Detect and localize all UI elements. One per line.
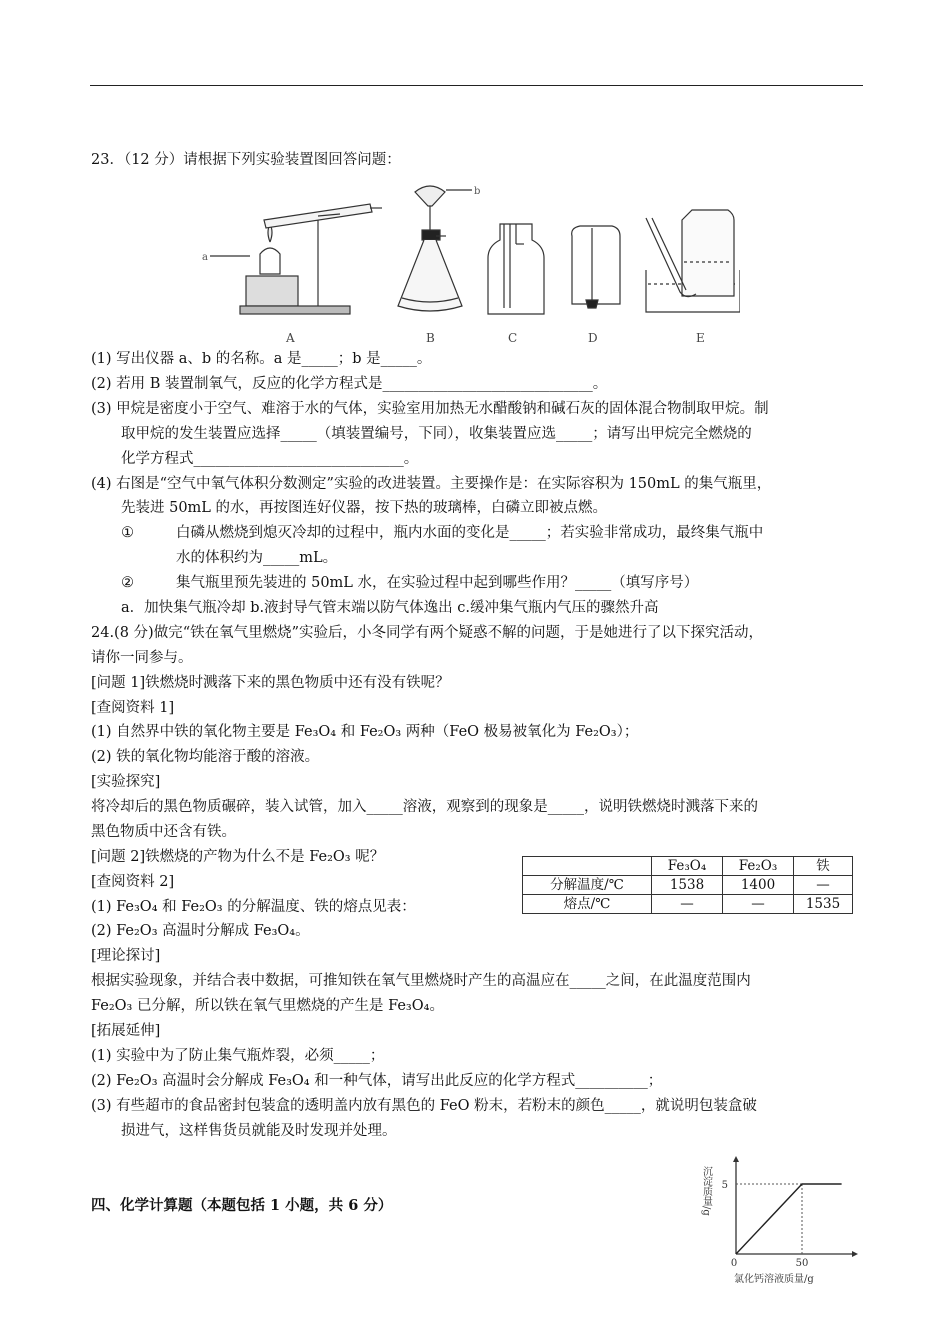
apparatus-figure — [200, 184, 740, 346]
q24-problem2: [问题 2]铁燃烧的产物为什么不是 Fe₂O₃ 呢？ — [91, 849, 385, 865]
q24-reference1-item2: (2) 铁的氧化物均能溶于酸的溶液。 — [91, 749, 320, 765]
table-header-cell — [523, 857, 652, 876]
label-a: a — [202, 252, 208, 263]
label-D: D — [588, 331, 598, 345]
q24-extension-item2: (2) Fe₂O₃ 高温时会分解成 Fe₃O₄ 和一种气体，请写出此反应的化学方程式__________； — [91, 1073, 663, 1089]
apparatus-d — [572, 226, 620, 308]
data-table — [522, 856, 853, 914]
q23-sub2-mark: ② — [121, 575, 134, 591]
table-cell: 1400 — [723, 876, 794, 895]
table-header-cell: Fe₂O₃ — [723, 857, 794, 876]
q24-reference1-item1: (1) 自然界中铁的氧化物主要是 Fe₃O₄ 和 Fe₂O₃ 两种（FeO 极易被氧化为 Fe₂O₃）； — [91, 724, 639, 740]
precipitate-graph — [700, 1150, 860, 1290]
q24-theory-line1: 根据实验现象，并结合表中数据，可推知铁在氧气里燃烧时产生的高温应在_____之间，在此温度范围内 — [91, 973, 751, 989]
q23-title: 23．（12 分）请根据下列实验装置图回答问题： — [91, 152, 401, 168]
q23-sub2-line1: 集气瓶里预先装进的 50mL 水，在实验过程中起到哪些作用？_____（填写序号） — [176, 575, 699, 591]
q23-sub1-line1: 白磷从燃烧到熄灭冷却的过程中，瓶内水面的变化是_____；若实验非常成功，最终集气瓶中 — [176, 525, 764, 541]
label-A: A — [286, 331, 295, 345]
apparatus-a — [210, 204, 382, 314]
q24-extension-item3-line2: 损进气，这样售货员就能及时发现并处理。 — [121, 1123, 397, 1139]
q24-theory: [理论探讨] — [91, 948, 161, 964]
q23-part3-line2: 取甲烷的发生装置应选择_____（填装置编号，下同），收集装置应选_____；请写出甲烷完全燃烧的 — [121, 426, 752, 442]
header-rule — [90, 85, 863, 86]
q24-extension-item1: (1) 实验中为了防止集气瓶炸裂，必须_____； — [91, 1048, 385, 1064]
table-cell: — — [652, 895, 723, 914]
label-b: b — [474, 186, 481, 197]
q24-experiment: [实验探究] — [91, 774, 161, 790]
table-cell: 1538 — [652, 876, 723, 895]
q24-problem1: [问题 1]铁燃烧时溅落下来的黑色物质中还有没有铁呢？ — [91, 675, 450, 691]
q24-reference2-item2: (2) Fe₂O₃ 高温时分解成 Fe₃O₄。 — [91, 923, 310, 939]
table-cell: 熔点/℃ — [523, 895, 652, 914]
q24-reference2: [查阅资料 2] — [91, 874, 175, 890]
graph-x-arrow — [852, 1251, 858, 1257]
apparatus-e — [646, 210, 740, 312]
graph-y-label: 沉淀质量/g — [700, 1166, 712, 1216]
table-cell: — — [794, 876, 853, 895]
apparatus-c — [488, 224, 544, 314]
q23-sub1-mark: ① — [121, 525, 134, 541]
q24-experiment-line1: 将冷却后的黑色物质碾碎，装入试管，加入_____溶液，观察到的现象是_____，说明铁燃烧时溅落下来的 — [91, 799, 758, 815]
graph-y-tick: 5 — [721, 1180, 728, 1191]
table-cell: 1535 — [794, 895, 853, 914]
label-C: C — [508, 331, 518, 345]
graph-x-tick: 50 — [795, 1258, 809, 1269]
q24-reference2-item1: (1) Fe₃O₄ 和 Fe₂O₃ 的分解温度、铁的熔点见表： — [91, 899, 416, 915]
q23-part3-line1: (3) 甲烷是密度小于空气、难溶于水的气体，实验室用加热无水醋酸钠和碱石灰的固体混合物制取甲烷。制 — [91, 401, 769, 417]
q23-options: a．加快集气瓶冷却 b.液封导气管末端以防气体逸出 c.缓冲集气瓶内气压的骤然升高 — [121, 600, 659, 616]
label-E: E — [696, 331, 705, 345]
apparatus-b — [398, 186, 472, 311]
table-header-cell: Fe₃O₄ — [652, 857, 723, 876]
q24-extension-item3-line1: (3) 有些超市的食品密封包装盒的透明盖内放有黑色的 FeO 粉末，若粉末的颜色_____，就说明包装盒破 — [91, 1098, 757, 1114]
q24-intro-line1: 24.(8 分)做完“铁在氧气里燃烧”实验后，小冬同学有两个疑惑不解的问题，于是她进行了以下探究活动， — [91, 625, 764, 641]
q23-part2: (2) 若用 B 装置制氧气，反应的化学方程式是_____________________________。 — [91, 376, 608, 392]
table-cell: — — [723, 895, 794, 914]
table-header-cell: 铁 — [794, 857, 853, 876]
q23-part3-line3: 化学方程式_____________________________。 — [121, 451, 419, 467]
graph-y-arrow — [733, 1156, 739, 1162]
graph-origin: 0 — [730, 1258, 738, 1269]
graph-series-line — [736, 1184, 842, 1254]
q24-theory-line2: Fe₂O₃ 已分解，所以铁在氧气里燃烧的产生是 Fe₃O₄。 — [91, 998, 444, 1014]
q24-intro-line2: 请你一同参与。 — [91, 650, 193, 666]
q23-sub1-line2: 水的体积约为_____mL。 — [176, 550, 338, 566]
q24-experiment-line2: 黑色物质中还含有铁。 — [91, 824, 236, 840]
table-row — [523, 895, 853, 914]
table-header-row — [523, 857, 853, 876]
q23-part1: (1) 写出仪器 a、b 的名称。a 是_____；b 是_____。 — [91, 351, 432, 367]
q23-part4-line1: (4) 右图是“空气中氧气体积分数测定”实验的改进装置。主要操作是：在实际容积为 150mL 的集气瓶里， — [91, 476, 772, 492]
q24-extension: [拓展延伸] — [91, 1023, 161, 1039]
label-B: B — [426, 331, 435, 345]
graph-x-label: 氯化钙溶液质量/g — [734, 1274, 814, 1285]
q24-reference1: [查阅资料 1] — [91, 700, 175, 716]
q23-part4-line2: 先装进 50mL 的水，再按图连好仪器，按下热的玻璃棒，白磷立即被点燃。 — [121, 500, 608, 516]
section4-title: 四、化学计算题（本题包括 1 小题，共 6 分） — [91, 1197, 393, 1214]
table-cell: 分解温度/℃ — [523, 876, 652, 895]
table-row — [523, 876, 853, 895]
